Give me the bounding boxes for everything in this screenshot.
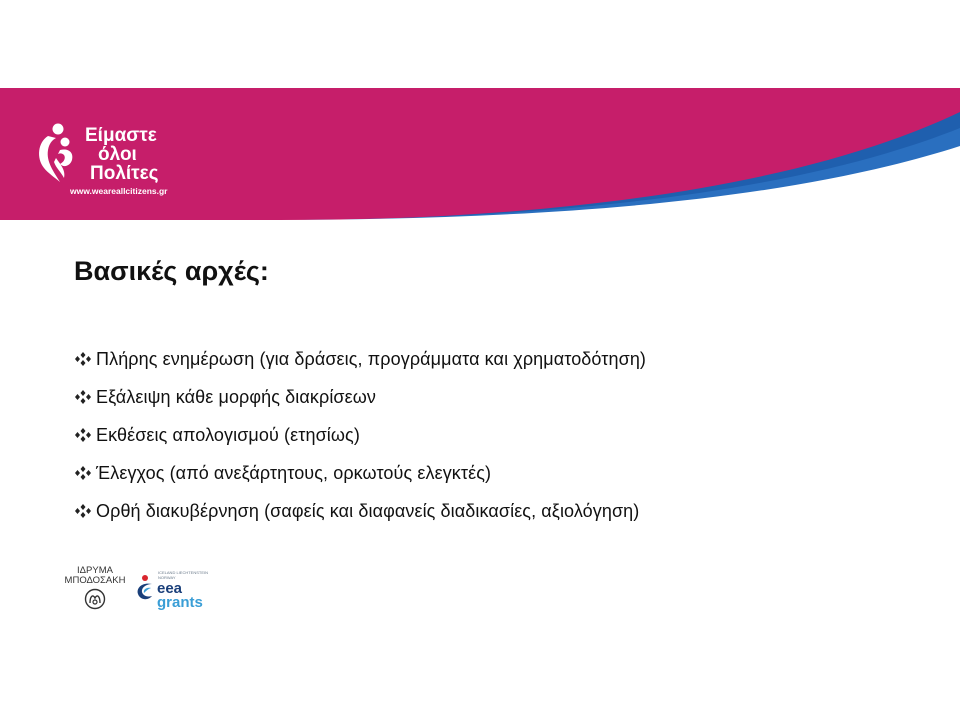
eea-countries-line2: NORWAY (158, 575, 176, 580)
bullet-text: Εξάλειψη κάθε μορφής διακρίσεων (96, 386, 377, 407)
bodossaki-name-line2: ΜΠΟΔΟΣΑΚΗ (64, 575, 126, 586)
bullet-text: Ορθή διακυβέρνηση (σαφείς και διαφανείς διαδικασίες, αξιολόγηση) (96, 500, 640, 521)
list-item (74, 416, 646, 454)
eea-swirl-icon (134, 572, 156, 602)
bullet-text: Πλήρης ενημέρωση (για δράσεις, προγράμματα και χρηματοδότηση) (96, 348, 647, 369)
bodossaki-emblem-icon (84, 588, 106, 610)
eea-countries-line1: ICELAND LIECHTENSTEIN (158, 570, 209, 575)
slide-title: Βασικές αρχές: (74, 256, 269, 286)
bodossaki-name-line1: ΙΔΡΥΜΑ (77, 565, 113, 576)
bullet-list (74, 340, 646, 530)
four-diamond-bullet-icon (74, 427, 92, 443)
four-diamond-bullet-icon (74, 351, 92, 367)
list-item (74, 378, 646, 416)
brand-name-line1: Είμαστε (85, 125, 157, 146)
brand-name-line2: όλοι (98, 144, 137, 165)
list-item (74, 340, 646, 378)
people-heart-icon (34, 122, 78, 184)
brand-name-line3: Πολίτες (90, 163, 159, 184)
four-diamond-bullet-icon (74, 503, 92, 519)
grants-word: grants (157, 594, 203, 611)
brand-logo (34, 120, 234, 200)
list-item (74, 454, 646, 492)
four-diamond-bullet-icon (74, 465, 92, 481)
list-item (74, 492, 646, 530)
eea-word: eea (157, 580, 183, 597)
four-diamond-bullet-icon (74, 389, 92, 405)
brand-url[interactable]: www.weareallcitizens.gr (70, 186, 168, 196)
bodossaki-logo (62, 566, 128, 612)
eea-grants-logo (134, 562, 224, 616)
bullet-text: Εκθέσεις απολογισμού (ετησίως) (96, 424, 360, 445)
bullet-text: Έλεγχος (από ανεξάρτητους, ορκωτούς ελεγκτές) (96, 462, 492, 483)
